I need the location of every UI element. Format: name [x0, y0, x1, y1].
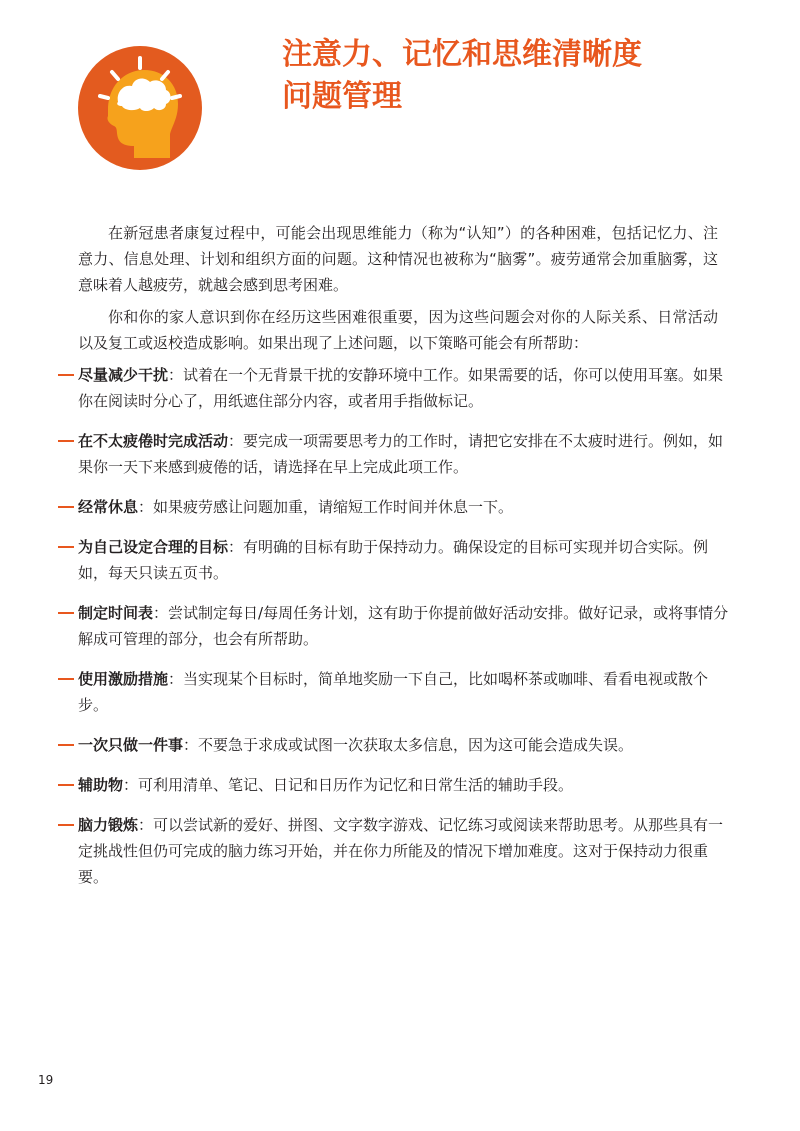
page-title-line-2: 问题管理 — [282, 79, 402, 114]
strategy-text: ：有明确的目标有助于保持动力。确保设定的目标可实现并切合实际。例如，每天只读五页书。 — [78, 538, 709, 582]
strategy-item — [62, 666, 732, 718]
dash-icon — [58, 744, 74, 746]
dash-icon — [58, 440, 74, 442]
main-content — [62, 220, 732, 904]
strategy-title: 制定时间表 — [78, 604, 154, 622]
strategy-item — [62, 428, 732, 480]
dash-icon — [58, 374, 74, 376]
dash-icon — [58, 546, 74, 548]
strategy-item — [62, 772, 732, 798]
dash-icon — [58, 824, 74, 826]
strategy-text: ：当实现某个目标时，简单地奖励一下自己，比如喝杯茶或咖啡、看看电视或散个步。 — [78, 670, 709, 714]
intro-paragraph-2: 你和你的家人意识到你在经历这些困难很重要，因为这些问题会对你的人际关系、日常活动以及复工或返校造成影响。如果出现了上述问题，以下策略可能会有所帮助： — [78, 308, 718, 352]
strategy-item — [62, 534, 732, 586]
brain-head-icon-graphic — [78, 46, 202, 170]
strategy-text: ：要完成一项需要思考力的工作时，请把它安排在不太疲时进行。例如，如果你一天下来感到疲倦的话，请选择在早上完成此项工作。 — [78, 432, 724, 476]
intro-paragraph-1: 在新冠患者康复过程中，可能会出现思维能力（称为“认知”）的各种困难，包括记忆力、注意力、信息处理、计划和组织方面的问题。这种情况也被称为“脑雾”。疲劳通常会加重脑雾，这意味着人越疲劳，就越会感到思考困难。 — [78, 224, 718, 294]
dash-icon — [58, 784, 74, 786]
strategy-title: 一次只做一件事 — [78, 736, 184, 754]
strategy-title: 在不太疲倦时完成活动 — [78, 432, 229, 450]
strategy-title: 经常休息 — [78, 498, 139, 516]
page-title-line-1: 注意力、记忆和思维清晰度 — [282, 37, 642, 72]
page-number: 19 — [38, 1073, 54, 1087]
dash-icon — [58, 612, 74, 614]
strategy-text: ：可以尝试新的爱好、拼图、文字数字游戏、记忆练习或阅读来帮助思考。从那些具有一定挑战性但仍可完成的脑力练习开始，并在你力所能及的情况下增加难度。这对于保持动力很重要。 — [78, 816, 724, 886]
strategy-text: ：尝试制定每日/每周任务计划，这有助于你提前做好活动安排。做好记录，或将事情分解成可管理的部分，也会有所帮助。 — [78, 604, 729, 648]
strategy-text: ：可利用清单、笔记、日记和日历作为记忆和日常生活的辅助手段。 — [123, 776, 574, 794]
strategy-item — [62, 362, 732, 414]
strategy-text: ：如果疲劳感让问题加重，请缩短工作时间并休息一下。 — [138, 498, 514, 516]
brain-head-icon — [78, 46, 202, 170]
strategy-title: 辅助物 — [78, 776, 124, 794]
strategy-title: 脑力锻炼 — [78, 816, 139, 834]
strategy-item — [62, 732, 732, 758]
dash-icon — [58, 506, 74, 508]
strategy-item — [62, 812, 732, 890]
strategy-text: ：不要急于求成或试图一次获取太多信息，因为这可能会造成失误。 — [183, 736, 634, 754]
strategy-item — [62, 494, 732, 520]
page-title — [282, 34, 642, 118]
strategy-title: 为自己设定合理的目标 — [78, 538, 229, 556]
strategy-title: 尽量减少干扰 — [78, 366, 169, 384]
strategy-text: ：试着在一个无背景干扰的安静环境中工作。如果需要的话，你可以使用耳塞。如果你在阅读时分心了，用纸遮住部分内容，或者用手指做标记。 — [78, 366, 724, 410]
dash-icon — [58, 678, 74, 680]
strategy-item — [62, 600, 732, 652]
strategy-list — [62, 362, 732, 890]
strategy-title: 使用激励措施 — [78, 670, 169, 688]
